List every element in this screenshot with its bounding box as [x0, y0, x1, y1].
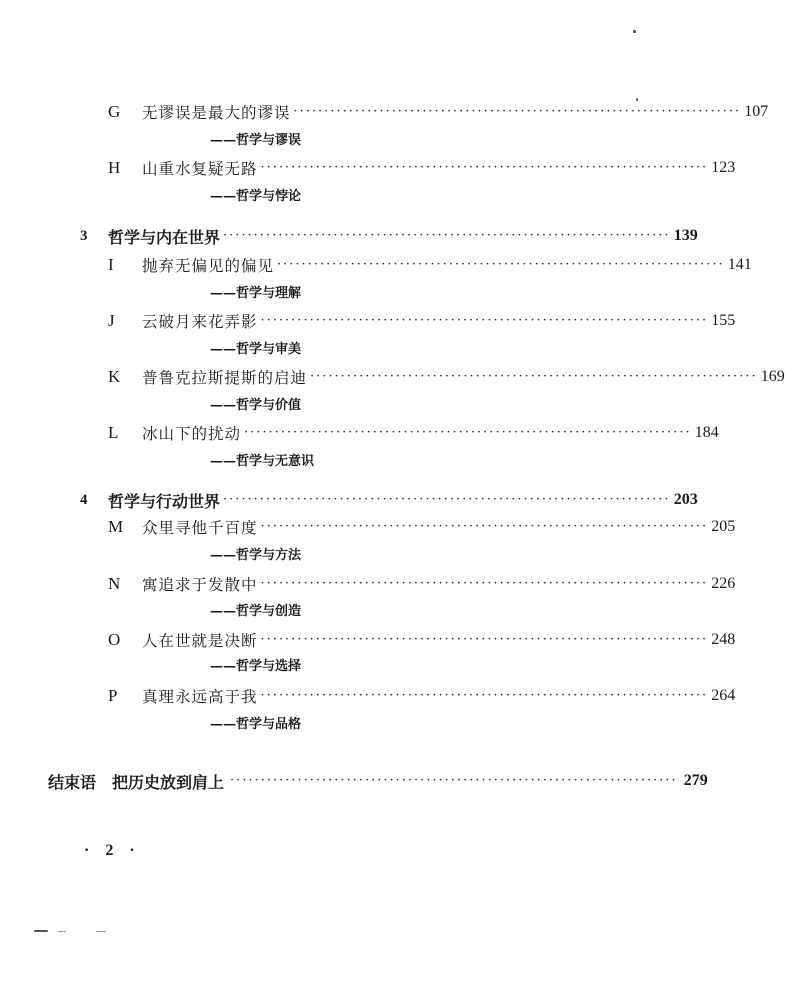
entry-subtitle: ——哲学与谬误	[210, 133, 302, 148]
entry-page-number: 141	[727, 256, 752, 273]
toc-entry-j[interactable]	[108, 308, 736, 334]
entry-title: 云破月来花弄影	[142, 313, 258, 331]
conclusion-title: 把历史放到肩上	[112, 772, 225, 792]
entry-page-number: 205	[711, 518, 736, 535]
entry-subtitle: ——哲学与创造	[210, 604, 302, 619]
entry-letter: K	[108, 367, 121, 386]
entry-letter: H	[108, 158, 121, 177]
entry-page-number: 155	[711, 312, 736, 329]
conclusion-page-number: 279	[683, 772, 708, 789]
scan-speck	[636, 98, 638, 101]
section-number: 4	[80, 491, 88, 508]
toc-section-4[interactable]	[80, 487, 698, 513]
entry-letter: J	[108, 311, 115, 330]
entry-title: 无谬误是最大的谬误	[142, 104, 291, 122]
toc-entry-h[interactable]	[108, 155, 736, 181]
entry-page-number: 107	[744, 103, 769, 120]
entry-letter: P	[108, 686, 118, 705]
section-number: 3	[80, 227, 88, 244]
toc-entry-k[interactable]	[108, 364, 785, 390]
entry-page-number: 184	[694, 424, 719, 441]
toc-section-3[interactable]	[80, 223, 698, 249]
entry-subtitle: ——哲学与审美	[210, 342, 302, 357]
entry-page-number: 226	[711, 575, 736, 592]
dot-leader: ·········································································	[310, 369, 758, 384]
entry-subtitle: ——哲学与悖论	[210, 189, 302, 204]
section-title: 哲学与行动世界	[108, 491, 221, 511]
entry-page-number: 123	[711, 159, 736, 176]
toc-entry-p[interactable]	[108, 683, 736, 709]
scan-speck	[58, 931, 66, 932]
entry-subtitle: ——哲学与品格	[210, 717, 302, 732]
dot-leader: ·········································································	[260, 160, 709, 175]
entry-title: 众里寻他千百度	[142, 519, 258, 537]
scan-speck	[96, 931, 106, 932]
toc-entry-n[interactable]	[108, 571, 736, 597]
entry-letter: M	[108, 517, 124, 536]
entry-subtitle: ——哲学与无意识	[210, 454, 315, 469]
dot-leader: ·········································································	[244, 425, 692, 440]
toc-entry-o[interactable]	[108, 627, 736, 653]
entry-letter: O	[108, 630, 121, 649]
dot-leader: ·········································································	[260, 632, 709, 647]
dot-leader: ·········································································	[260, 576, 709, 591]
entry-title: 寓追求于发散中	[142, 576, 258, 594]
dot-leader: ·········································································	[230, 773, 678, 788]
dot-leader: ·········································································	[293, 104, 742, 119]
entry-subtitle: ——哲学与选择	[210, 659, 302, 674]
entry-page-number: 264	[711, 687, 736, 704]
entry-title: 抛弃无偏见的偏见	[142, 257, 275, 275]
page-folio: · 2 ·	[84, 842, 141, 859]
conclusion-label: 结束语	[48, 772, 97, 792]
scan-speck	[34, 930, 48, 932]
toc-entry-g[interactable]	[108, 99, 769, 125]
dot-leader: ·········································································	[277, 257, 725, 272]
entry-letter: L	[108, 423, 119, 442]
toc-entry-l[interactable]	[108, 420, 719, 446]
section-page-number: 203	[673, 491, 698, 508]
entry-title: 真理永远高于我	[142, 688, 258, 706]
dot-leader: ·········································································	[223, 228, 671, 243]
entry-title: 人在世就是决断	[142, 632, 258, 650]
section-page-number: 139	[673, 227, 698, 244]
entry-subtitle: ——哲学与价值	[210, 398, 302, 413]
entry-page-number: 169	[760, 368, 785, 385]
entry-title: 山重水复疑无路	[142, 160, 258, 178]
dot-leader: ·········································································	[260, 313, 709, 328]
toc-entry-i[interactable]	[108, 252, 752, 278]
toc-conclusion[interactable]	[48, 767, 708, 795]
entry-subtitle: ——哲学与方法	[210, 548, 302, 563]
entry-letter: N	[108, 574, 121, 593]
entry-title: 普鲁克拉斯提斯的启迪	[142, 369, 308, 387]
dot-leader: ·········································································	[260, 688, 709, 703]
dot-leader: ·········································································	[260, 519, 709, 534]
entry-subtitle: ——哲学与理解	[210, 286, 302, 301]
entry-letter: G	[108, 102, 121, 121]
entry-letter: I	[108, 255, 114, 274]
toc-entry-m[interactable]	[108, 514, 736, 540]
entry-title: 冰山下的扰动	[142, 425, 242, 443]
entry-page-number: 248	[711, 631, 736, 648]
scan-speck	[633, 30, 636, 33]
dot-leader: ·········································································	[223, 492, 671, 507]
section-title: 哲学与内在世界	[108, 227, 221, 247]
